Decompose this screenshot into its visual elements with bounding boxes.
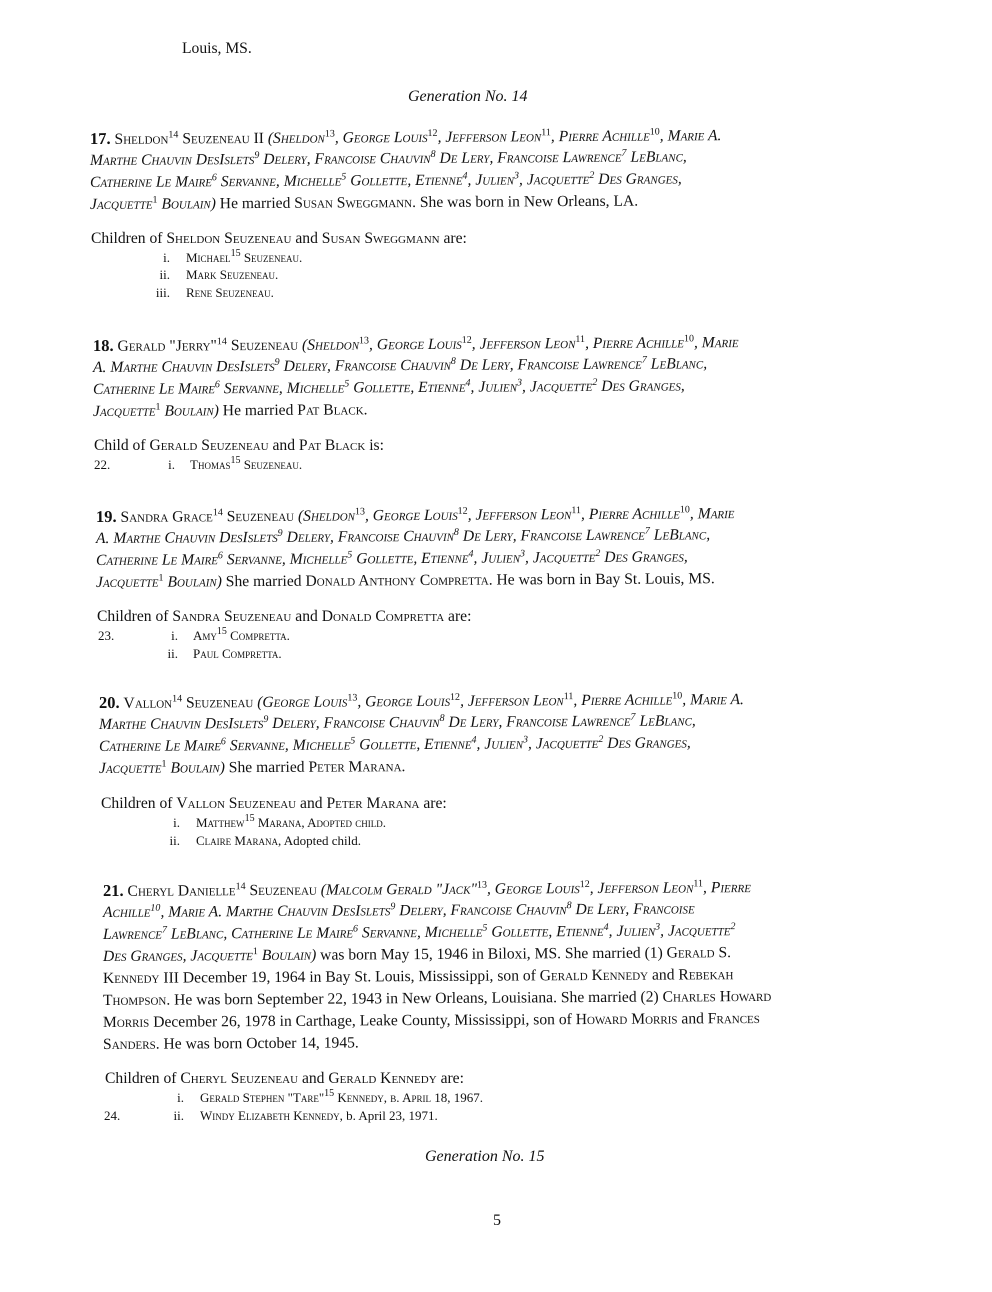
generation-heading: Generation No. 14 (408, 88, 528, 105)
header-text: are: (439, 230, 467, 247)
gen-sup: 14 (172, 693, 183, 705)
ancestry: , Jacquette (527, 734, 599, 753)
ancestry: , Jacquette (518, 170, 590, 189)
gen-sup: 6 (217, 550, 223, 562)
marriage-text: . He was born in Bay St. Louis, MS. (488, 570, 715, 589)
gen-sup: 8 (439, 712, 445, 724)
child-ref-number: 22. (94, 457, 111, 472)
person-name: Seuzeneau II (178, 129, 268, 148)
ancestry: , George Louis (486, 880, 580, 898)
ancestry: Des Granges, (603, 734, 691, 752)
parent-name: Susan Sweggmann (321, 230, 440, 247)
child-name: Seuzeneau. (240, 250, 303, 265)
header-text: Child of (94, 437, 150, 454)
gen-sup: 3 (513, 170, 520, 182)
gen-sup: 6 (220, 736, 226, 748)
gen-sup: 8 (453, 526, 459, 538)
ancestry: (George Louis (257, 693, 348, 712)
child-roman: i. (171, 628, 178, 643)
person-name: Seuzeneau (226, 336, 303, 355)
gen-sup: 1 (152, 194, 158, 206)
gen-sup: 5 (341, 171, 347, 183)
spouse-name: Donald Anthony Compretta (305, 571, 489, 590)
ancestry: Delery, Francoise Chauvin (259, 149, 431, 168)
ancestry: (Sheldon (297, 507, 356, 525)
gen-sup: 4 (462, 170, 468, 182)
ancestry: A. Marthe Chauvin DesIslets (92, 357, 275, 376)
person-name: Seuzeneau (245, 881, 321, 900)
gen-sup: 5 (350, 735, 356, 747)
child-item (186, 285, 274, 301)
gen-sup: 13 (358, 335, 370, 347)
ancestry: , George Louis (368, 335, 462, 354)
gen-sup: 12 (579, 879, 590, 891)
gen-sup: 9 (390, 901, 396, 913)
gen-sup: 2 (730, 921, 736, 933)
ancestry: Boulain) (163, 573, 222, 591)
ancestry: , Jefferson Leon (437, 128, 542, 146)
gen-sup: 11 (541, 127, 551, 139)
ancestry: Des Granges, Jacquette (102, 947, 253, 965)
gen-sup: 15 (230, 455, 241, 466)
ancestry: Servanne, Michelle (219, 379, 345, 398)
ancestry: , Pierre Achille (573, 691, 673, 710)
ancestry: Achille (102, 903, 151, 921)
person-name: Seuzeneau (222, 507, 299, 526)
gen-sup: 13 (324, 128, 335, 140)
ancestry: , George Louis (357, 692, 451, 711)
gen-sup: 5 (344, 378, 350, 390)
body-text: . He was born October 14, 1945. (155, 1034, 359, 1053)
parent-name: Donald Compretta (321, 608, 445, 625)
ancestry: , Marie (689, 505, 735, 523)
gen-sup: 3 (516, 377, 523, 389)
child-name: Amy (193, 628, 217, 643)
gen-sup: 9 (263, 713, 269, 725)
child-name: Matthew (196, 815, 245, 830)
body-text: and (677, 1010, 708, 1028)
spouse-name: Pat Black (297, 401, 364, 419)
gen-sup: 10 (672, 690, 683, 702)
ancestry: De Lery, Francoise Lawrence (435, 148, 622, 167)
child-roman: iii. (155, 285, 170, 300)
ancestry: , Pierre Achille (585, 334, 685, 352)
header-text: are: (444, 608, 472, 625)
gen-sup: 11 (563, 691, 574, 703)
marriage-text: . (363, 401, 368, 419)
gen-sup: 15 (324, 1088, 335, 1099)
gen-sup: 8 (566, 900, 572, 912)
child-item (200, 1090, 483, 1106)
ancestry: Des Granges, (597, 377, 685, 395)
child-item (193, 628, 290, 644)
gen-sup: 2 (589, 169, 595, 181)
gen-sup: 1 (252, 946, 258, 958)
ancestry: Lawrence (102, 925, 163, 943)
child-roman: ii. (173, 1108, 184, 1123)
gen-sup: 7 (161, 924, 167, 936)
ancestry: , Jefferson Leon (460, 692, 564, 710)
child-roman: ii. (167, 646, 178, 661)
ancestry: , Marie A. (682, 691, 744, 709)
gen-sup: 6 (352, 923, 359, 935)
child-item (186, 250, 302, 266)
ancestry: Gollette, Etienne (355, 735, 472, 754)
gen-sup: 6 (214, 379, 220, 391)
ancestry: Boulain) (157, 195, 216, 213)
header-text: and (296, 795, 327, 812)
child-item (196, 833, 361, 849)
person-name: Seuzeneau (182, 694, 258, 712)
child-name: Michael (186, 250, 231, 265)
marriage-text: She married (221, 572, 306, 591)
continued-text: Louis, MS. (182, 40, 252, 57)
entry-number: 17. (89, 128, 111, 148)
child-note: Adopted child. (281, 833, 362, 848)
spouse-name: Charles Howard (662, 987, 772, 1006)
gen-sup: 12 (427, 127, 438, 139)
children-header (97, 608, 471, 626)
ancestry: Delery, Francoise Chauvin (395, 901, 567, 920)
gen-sup: 2 (592, 376, 598, 388)
gen-sup: 9 (274, 356, 280, 368)
ancestry: , Julien (473, 549, 521, 567)
person-name: Rebekah (678, 966, 734, 984)
gen-sup: 12 (461, 334, 472, 346)
gen-sup: 12 (449, 691, 461, 703)
child-name: Mark Seuzeneau. (186, 267, 279, 282)
ancestry: (Malcolm Gerald "Jack" (320, 880, 478, 899)
ancestry: , Julien (470, 378, 518, 396)
child-roman: ii. (169, 833, 180, 848)
ancestry: Jacquette (89, 195, 153, 213)
header-text: and (268, 437, 299, 454)
ancestry: Servanne, Michelle (357, 923, 483, 942)
child-roman: i. (177, 1090, 184, 1105)
ancestry: , George Louis (334, 128, 428, 147)
entry-line (103, 1032, 359, 1056)
ancestry: Jacquette (95, 573, 159, 591)
body-text: and (648, 966, 679, 984)
ancestry: Catherine Le Maire (89, 173, 212, 191)
entry-number: 21. (102, 880, 124, 900)
ancestry: LeBlanc, (649, 526, 711, 544)
child-name: Kennedy, b. April 18, 1967. (334, 1090, 483, 1105)
header-text: and (298, 1070, 329, 1087)
ancestry: , Pierre (702, 879, 751, 897)
ancestry: De Lery, Francoise Lawrence (455, 355, 642, 374)
child-name: Gerald Stephen "Tare" (200, 1090, 325, 1105)
children-header (91, 230, 467, 248)
gen-sup: 3 (522, 734, 529, 746)
parent-name: Peter Marana (326, 795, 420, 812)
gen-sup: 4 (471, 734, 477, 746)
parent-name: Vallon Seuzeneau (176, 795, 297, 812)
ancestry: Gollette, Etienne (346, 171, 463, 190)
ancestry: , Jacquette (660, 922, 731, 940)
person-name: Gerald Kennedy (539, 966, 649, 985)
ancestry: Servanne, Michelle (225, 736, 351, 755)
child-name: Paul Compretta. (193, 646, 282, 661)
gen-sup: 7 (621, 147, 627, 159)
header-text: and (291, 608, 322, 625)
child-item (186, 267, 278, 283)
marriage-text: . (401, 758, 406, 776)
ancestry: , Julien (476, 735, 524, 753)
parent-name: Cheryl Seuzeneau (180, 1070, 299, 1087)
parent-name: Gerald Kennedy (328, 1070, 437, 1087)
gen-sup: 7 (641, 354, 647, 366)
gen-sup: 14 (168, 129, 179, 141)
ancestry: Catherine Le Maire (95, 551, 218, 569)
gen-sup: 11 (571, 505, 582, 517)
child-name: Claire Marana, (196, 833, 282, 848)
ancestry: (Sheldon (267, 129, 325, 147)
gen-sup: 14 (216, 336, 227, 348)
entry-number: 18. (92, 335, 114, 355)
gen-sup: 10 (683, 333, 694, 345)
gen-sup: 15 (244, 813, 255, 824)
gen-sup: 11 (693, 878, 704, 890)
header-text: Children of (97, 608, 173, 625)
gen-sup: 4 (603, 921, 609, 933)
person-name: Thompson (102, 991, 167, 1009)
ancestry: , Marie (693, 334, 739, 352)
ancestry: De Lery, Francoise (571, 900, 695, 919)
child-ref-number: 23. (98, 628, 115, 643)
child-item (196, 815, 386, 831)
gen-sup: 3 (519, 548, 526, 560)
child-roman: ii. (159, 267, 170, 282)
gen-sup: 3 (655, 921, 661, 933)
ancestry: , Marie A. Marthe Chauvin DesIslets (160, 902, 391, 921)
child-name: Marana, Adopted child. (254, 815, 387, 830)
gen-sup: 10 (649, 126, 660, 138)
person-name: Gerald "Jerry" (117, 337, 217, 355)
entry-line (96, 568, 715, 594)
ancestry: , Jefferson Leon (467, 506, 572, 524)
parent-name: Gerald Seuzeneau (149, 437, 269, 454)
child-roman: i. (163, 250, 170, 265)
ancestry: De Lery, Francoise Lawrence (444, 712, 631, 731)
person-name: Howard Morris (575, 1010, 678, 1029)
ancestry: , Marie A. (659, 127, 722, 145)
ancestry: , Julien (467, 171, 515, 189)
gen-sup: 13 (476, 879, 487, 891)
person-name: Sheldon (114, 130, 169, 148)
child-item (193, 646, 282, 662)
parent-name: Pat Black (298, 437, 366, 454)
child-item (200, 1108, 438, 1124)
marriage-text: . She was born in New Orleans, LA. (412, 192, 639, 212)
ancestry: , Julien (608, 922, 656, 940)
child-note: b. April 23, 1971. (342, 1108, 438, 1123)
parent-name: Sandra Seuzeneau (172, 608, 292, 625)
gen-sup: 9 (277, 527, 283, 539)
gen-sup: 8 (450, 355, 456, 367)
gen-sup: 7 (644, 525, 650, 537)
ancestry: , Pierre Achille (580, 505, 680, 524)
spouse-name: Kennedy (102, 969, 160, 987)
person-name: Vallon (123, 694, 173, 712)
entry-line (99, 732, 691, 758)
gen-sup: 14 (212, 507, 223, 519)
gen-sup: 15 (216, 626, 227, 637)
ancestry: , George Louis (364, 506, 458, 525)
ancestry: Gollette, Etienne (352, 549, 469, 568)
gen-sup: 5 (347, 549, 353, 561)
ancestry: Boulain) (160, 402, 219, 420)
child-name: Thomas (190, 457, 231, 472)
gen-sup: 14 (235, 881, 246, 893)
child-roman: i. (173, 815, 180, 830)
ancestry: Boulain) (166, 759, 225, 777)
child-name: Seuzeneau. (240, 457, 303, 472)
gen-sup: 8 (430, 148, 436, 160)
entry-line (93, 375, 685, 401)
ancestry: LeBlanc, (646, 355, 708, 373)
spouse-name: Peter Marana (308, 758, 402, 776)
gen-sup: 5 (482, 922, 488, 934)
gen-sup: 10 (679, 504, 690, 516)
ancestry: Des Granges, (594, 170, 682, 188)
ancestry: Gollette, Etienne (349, 378, 466, 397)
body-text: . He was born September 22, 1943 in New Orleans, Louisiana. She married (2) (166, 988, 663, 1009)
children-header (94, 437, 384, 455)
ancestry: Des Granges, (600, 548, 688, 566)
gen-sup: 9 (254, 149, 260, 161)
ancestry: Delery, Francoise Chauvin (282, 527, 454, 546)
child-name: Rene Seuzeneau. (186, 285, 274, 300)
gen-sup: 11 (575, 333, 586, 346)
marriage-text: He married (218, 401, 298, 420)
gen-sup: 4 (468, 548, 474, 560)
person-name: Sanders (102, 1035, 156, 1053)
entry-line (93, 399, 368, 423)
gen-sup: 12 (457, 505, 468, 517)
ancestry: , Jefferson Leon (471, 335, 576, 353)
body-text: III December 19, 1964 in Bay St. Louis, Mississippi, son of (159, 967, 540, 987)
ancestry: Catherine Le Maire (92, 380, 215, 398)
ancestry: , Jacquette (524, 548, 596, 567)
entry-line (103, 1008, 760, 1034)
header-text: is: (365, 437, 384, 454)
children-header (101, 795, 447, 813)
ancestry: Jacquette (98, 759, 162, 777)
ancestry: Marthe Chauvin DesIslets (98, 714, 264, 733)
person-name: Sandra Grace (120, 508, 213, 526)
ancestry: , Jefferson Leon (589, 879, 694, 898)
ancestry: LeBlanc, (635, 712, 696, 730)
spouse-name: Gerald S. (666, 944, 732, 962)
child-name: Windy Elizabeth Kennedy, (200, 1108, 343, 1123)
marriage-text: He married (215, 194, 295, 213)
ancestry: Delery, Francoise Chauvin (268, 713, 440, 732)
ancestry: , Pierre Achille (550, 127, 650, 146)
ancestry: Gollette, Etienne (487, 922, 604, 941)
gen-sup: 4 (465, 377, 471, 389)
gen-sup: 13 (347, 692, 358, 704)
ancestry: Boulain) (257, 946, 317, 965)
person-name: Frances (707, 1009, 760, 1028)
entry-number: 20. (98, 692, 120, 712)
header-text: are: (436, 1070, 464, 1087)
gen-sup: 6 (211, 172, 217, 184)
generation-heading: Generation No. 15 (425, 1148, 545, 1165)
body-text: was born May 15, 1946 in Biloxi, MS. She married (1) (316, 944, 667, 964)
ancestry: LeBlanc, Catherine Le Maire (166, 924, 354, 943)
entry-number: 19. (95, 506, 117, 526)
child-name: Compretta. (226, 628, 290, 643)
ancestry: Marthe Chauvin DesIslets (89, 150, 255, 169)
ancestry: (Sheldon (301, 336, 360, 354)
ancestry: A. Marthe Chauvin DesIslets (95, 528, 278, 547)
gen-sup: 1 (155, 401, 161, 413)
marriage-text: She married (224, 758, 309, 777)
person-name: Cheryl Danielle (127, 882, 236, 900)
gen-sup: 10 (150, 902, 161, 914)
spouse-name: Susan Sweggmann (294, 194, 413, 212)
gen-sup: 2 (598, 733, 604, 745)
gen-sup: 7 (630, 711, 636, 723)
header-text: Children of (105, 1070, 181, 1087)
parent-name: Sheldon Seuzeneau (166, 230, 292, 247)
ancestry: Servanne, Michelle (216, 172, 342, 191)
ancestry: LeBlanc, (626, 148, 687, 166)
child-roman: i. (168, 457, 175, 472)
ancestry: Jacquette (92, 402, 156, 420)
ancestry: Catherine Le Maire (98, 737, 221, 755)
children-header (105, 1070, 464, 1088)
ancestry: , Jacquette (521, 377, 593, 396)
gen-sup: 2 (595, 547, 601, 559)
child-item (190, 457, 302, 473)
spouse-name: Morris (102, 1013, 150, 1031)
ancestry: Delery, Francoise Chauvin (279, 356, 451, 375)
ancestry: De Lery, Francoise Lawrence (458, 526, 645, 545)
ancestry: Servanne, Michelle (222, 550, 348, 569)
header-text: Children of (101, 795, 177, 812)
gen-sup: 15 (230, 248, 241, 259)
gen-sup: 13 (354, 506, 365, 518)
header-text: and (291, 230, 322, 247)
body-text: December 26, 1978 in Carthage, Leake County, Mississippi, son of (149, 1011, 576, 1031)
header-text: Children of (91, 230, 167, 247)
gen-sup: 1 (161, 758, 167, 770)
gen-sup: 1 (158, 572, 164, 584)
child-ref-number: 24. (104, 1108, 121, 1123)
entry-line (99, 756, 406, 780)
entry-line (90, 191, 638, 216)
page-number: 5 (493, 1212, 501, 1229)
header-text: are: (419, 795, 447, 812)
